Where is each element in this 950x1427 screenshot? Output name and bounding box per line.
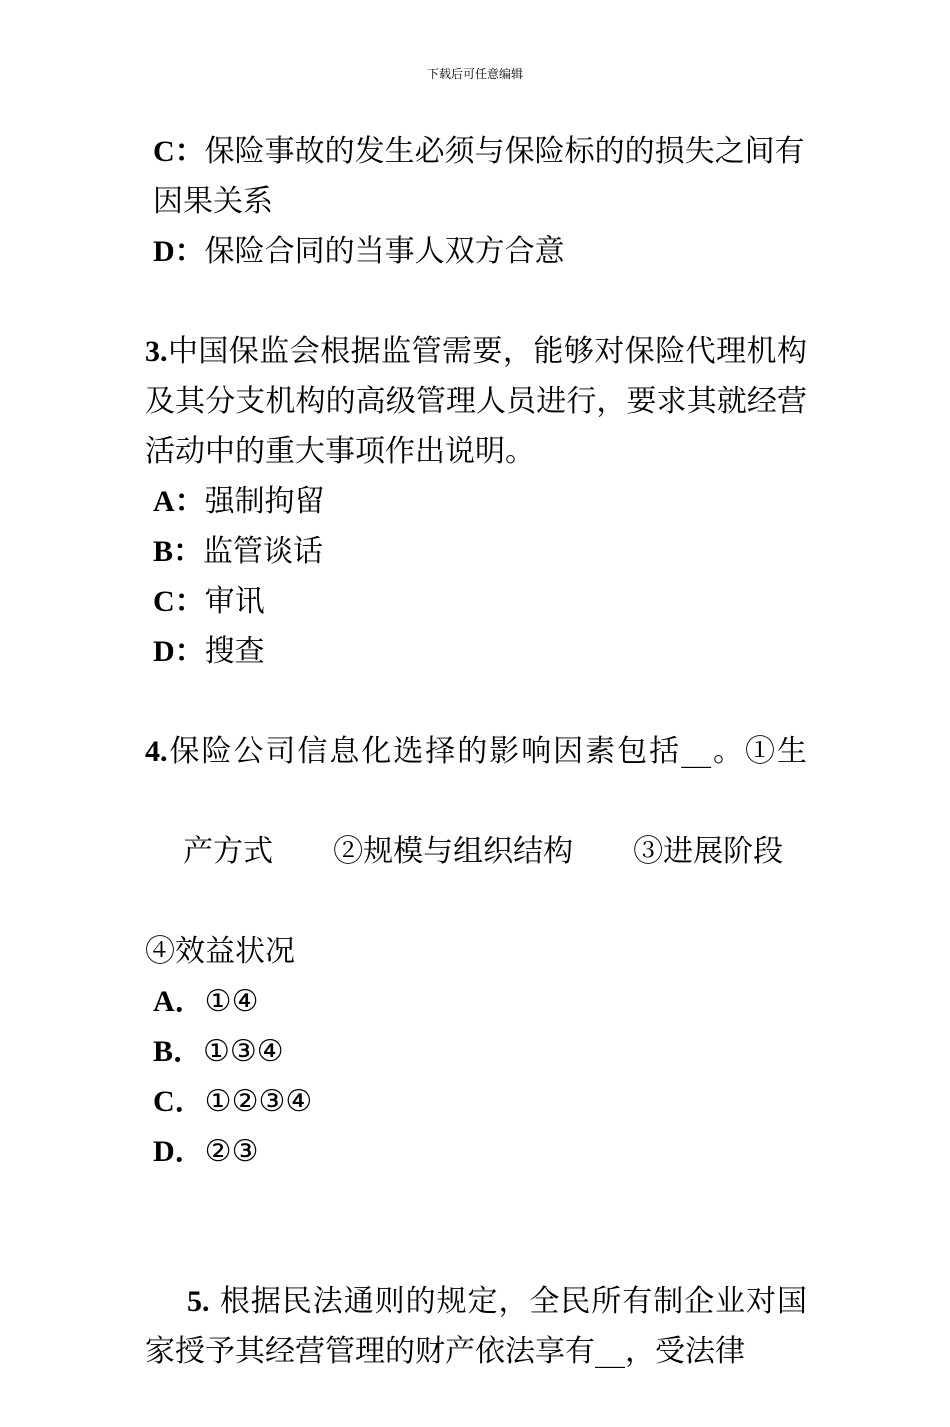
option-key: D： (153, 635, 205, 668)
option-key: C： (153, 135, 205, 168)
q4-stem-line-1 (145, 727, 807, 777)
option-key: A： (153, 485, 205, 518)
spacer (145, 1177, 807, 1227)
question-text: 保险公司信息化选择的影响因素包括__。①生 (167, 734, 807, 769)
q2-option-c (145, 127, 807, 227)
option-text: 强制拘留 (204, 484, 325, 519)
question-number: 3. (145, 335, 168, 368)
q4-stem-line-3 (145, 927, 807, 977)
page-header: 下载后可任意编辑 (426, 67, 523, 81)
option-text: ①③④ (203, 1034, 284, 1069)
option-key: D． (153, 1135, 205, 1168)
option-text: 监管谈话 (203, 534, 324, 569)
option-key: A． (153, 985, 205, 1018)
question-text: 产方式 ②规模与组织结构 ③进展阶段 (183, 834, 784, 869)
question-number: 4. (145, 735, 168, 768)
option-key: B． (153, 1035, 204, 1068)
q3-option-a (145, 477, 807, 527)
option-text: ①④ (204, 984, 259, 1019)
option-key: C． (153, 1085, 205, 1118)
q4-option-c (145, 1077, 807, 1127)
q4-option-b (145, 1027, 807, 1077)
option-text: 保险事故的发生必须与保险标的的损失之间有因果关系 (153, 134, 805, 219)
question-text: 根据民法通则的规定，全民所有制企业对国家授予其经营管理的财产依法享有__，受法律 (145, 1284, 807, 1369)
question-number: 5. (186, 1285, 210, 1318)
option-text: ①②③④ (204, 1084, 313, 1119)
option-key: C： (153, 585, 205, 618)
document-body (145, 127, 807, 1427)
spacer (145, 677, 807, 727)
option-text: ②③ (204, 1134, 259, 1169)
q3-stem (145, 327, 807, 477)
option-text: 搜查 (204, 634, 265, 669)
q4-option-a (145, 977, 807, 1027)
q3-option-d (145, 627, 807, 677)
option-text: 审讯 (204, 584, 265, 619)
q3-option-b (145, 527, 807, 577)
q4-option-d (145, 1127, 807, 1177)
spacer (145, 277, 807, 327)
question-text: 中国保监会根据监管需要，能够对保险代理机构及其分支机构的高级管理人员进行，要求其就经营活动中的重大事项作出说明。 (145, 334, 807, 469)
q2-option-d (145, 227, 807, 277)
q3-option-c (145, 577, 807, 627)
option-key: B： (153, 535, 204, 568)
q4-stem-line-2 (145, 777, 807, 927)
option-key: D： (153, 235, 205, 268)
question-text: ④效益状况 (145, 934, 295, 969)
q5-stem (145, 1227, 807, 1427)
option-text: 保险合同的当事人双方合意 (204, 234, 565, 269)
